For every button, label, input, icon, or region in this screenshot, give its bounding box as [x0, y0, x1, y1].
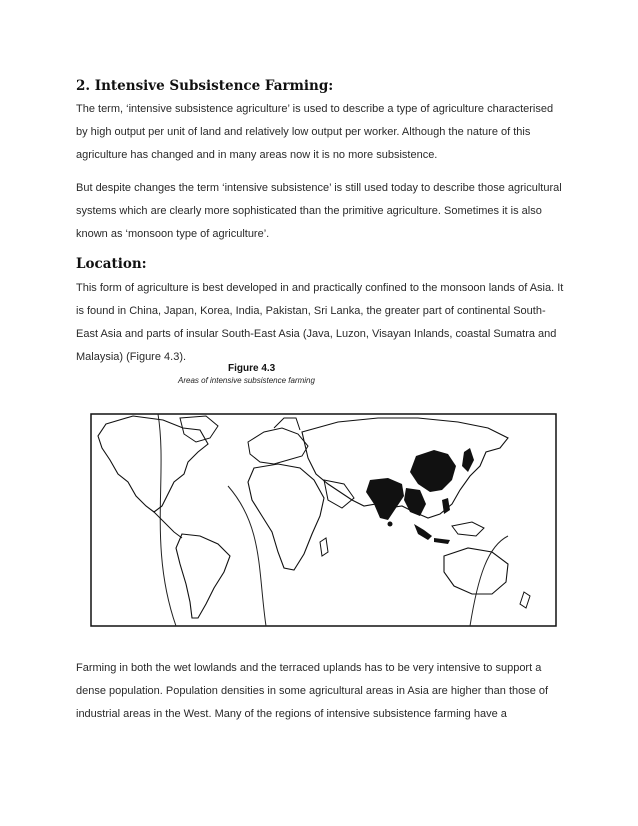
monsoon-paragraph: But despite changes the term ‘intensive subsistence’ is still used today to describe those agricultural systems which are clearly more sophisticated than the primitive agriculture. Sometimes it is also known as ‘monsoon type of agriculture’. [76, 182, 562, 240]
section-heading: 2. Intensive Subsistence Farming: [76, 78, 334, 94]
world-map-figure [88, 356, 566, 628]
location-heading: Location: [76, 256, 147, 272]
location-paragraph: This form of agriculture is best developed in and practically confined to the monsoon lands of Asia. It is found in China, Japan, Korea, India, Pakistan, Sri Lanka, the greater part of continental South-East Asia and parts of insular South-East Asia (Java, Luzon, Visayan Inlands, coastal Sumatra and Malaysia) (Figure 4.3). [76, 282, 564, 363]
world-map [88, 356, 566, 628]
intro-paragraph: The term, ‘intensive subsistence agriculture’ is used to describe a type of agriculture characterised by high output per unit of land and relatively low output per worker. Although the nature of this agriculture has changed and in many areas now it is no more subsistence. [76, 103, 554, 161]
figure-title: Figure 4.3 [228, 363, 276, 374]
closing-paragraph: Farming in both the wet lowlands and the terraced uplands has to be very intensive to support a dense population. Population densities in some agricultural areas in Asia are higher than those of industrial areas in the West. Many of the regions of intensive subsistence farming have a [76, 662, 549, 720]
figure-subtitle: Areas of intensive subsistence farming [178, 376, 315, 385]
